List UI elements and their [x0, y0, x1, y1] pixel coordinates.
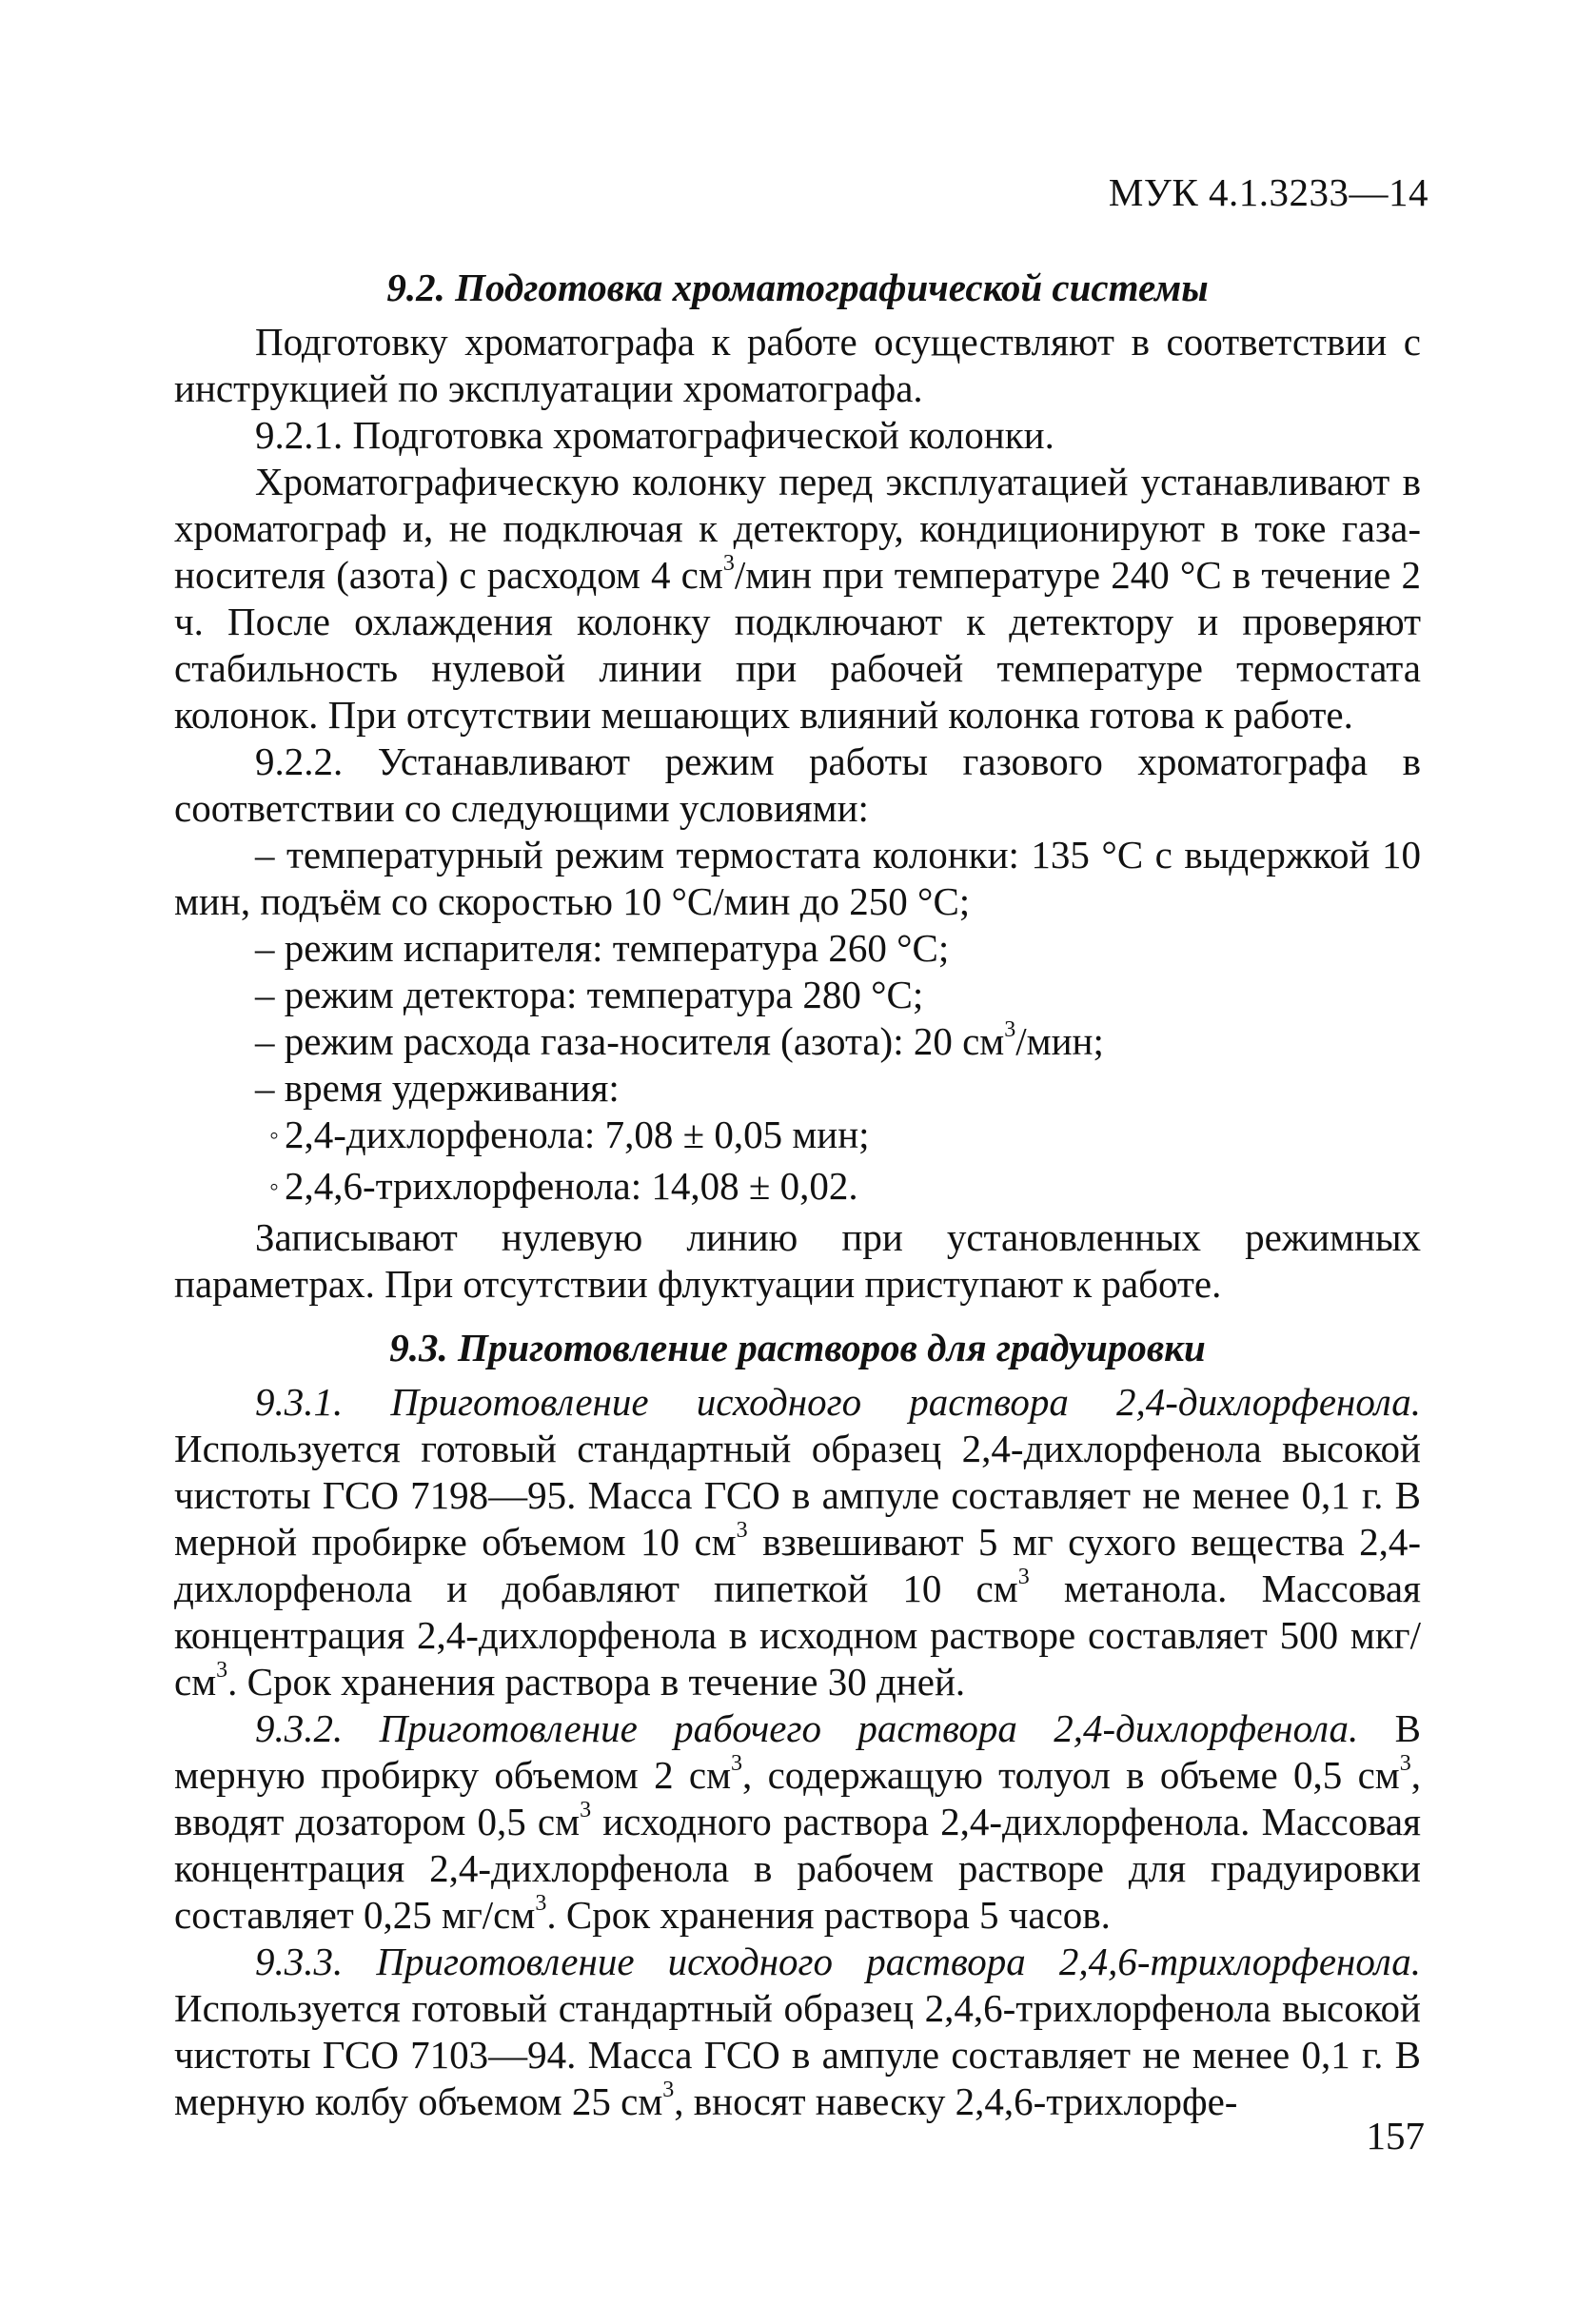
text-run: – режим расхода газа-носителя (азота): 20 см: [255, 1019, 1005, 1063]
retention-time-item: ◦ 2,4,6-трихлорфенола: 14,08 ± 0,02.: [174, 1163, 1421, 1214]
page-number: 157: [1366, 2114, 1425, 2157]
subsection-label: 9.3.3. Приготовление исходного раствора 2,4,6-трихлорфенола.: [255, 1940, 1421, 1983]
text-run: , вводят дозатором 0,5 см: [174, 1753, 1421, 1843]
text-run: исходного раствора 2,4-дихлорфенола. Массовая концентрация 2,4-дихлорфенола в рабочем растворе для градуировки составляет 0,25 мг/см: [174, 1800, 1421, 1937]
condition-item: – время удерживания:: [255, 1066, 620, 1110]
text-run: Хроматографическую колонку перед эксплуатацией устанавливают в хроматограф и, не подключая к детектору, кондиционируют в токе газа-носителя (азота) с расходом 4 см: [174, 460, 1421, 597]
paragraph: 9.2.2. Устанавливают режим работы газового хроматографа в соответствии со следующими условиями:: [174, 739, 1421, 830]
page-content: [174, 257, 1421, 2125]
document-code-header: МУК 4.1.3233—14: [1108, 170, 1429, 214]
superscript: 3: [662, 2078, 675, 2103]
paragraph: [174, 1939, 1421, 2125]
retention-time-item: ◦ 2,4-дихлорфенола: 7,08 ± 0,05 мин;: [174, 1112, 1421, 1163]
superscript: 3: [580, 1798, 592, 1823]
condition-item: – температурный режим термостата колонки: 135 °С с выдержкой 10 мин, подъём со скоростью 10 °С/мин до 250 °С;: [174, 833, 1421, 923]
section-title-9-2: 9.2. Подготовка хроматографической системы: [386, 266, 1209, 309]
text-run: взвешивают 5 мг сухого вещества 2,4-дихлорфенола и добавляют пипеткой 10 см: [174, 1520, 1422, 1610]
condition-item: – режим детектора: температура 280 °С;: [255, 973, 924, 1016]
text-run: . Срок хранения раствора 5 часов.: [546, 1893, 1111, 1937]
subsection-label: 9.3.1. Приготовление исходного раствора 2,4-дихлорфенола.: [255, 1380, 1421, 1424]
text-run: /мин;: [1015, 1019, 1104, 1063]
text-run: /мин при температуре 240 °С в течение 2 ч. После охлаждения колонку подключают к детектору и проверяют стабильность нулевой линии при рабочей температуре термостата колонок. При отсутствии мешающих влияний колонка готова к работе.: [174, 553, 1421, 737]
superscript: 3: [216, 1658, 228, 1684]
superscript: 3: [722, 551, 735, 577]
superscript: 3: [1004, 1017, 1016, 1043]
text-run: В мерную пробирку объемом 2 см: [174, 1706, 1421, 1797]
subsection-label: 9.3.2. Приготовление рабочего раствора 2,4-дихлорфенола.: [255, 1706, 1359, 1750]
text-run: . Срок хранения раствора в течение 30 дней.: [227, 1660, 966, 1704]
superscript: 3: [1399, 1751, 1411, 1777]
superscript: 3: [1017, 1565, 1030, 1590]
condition-item: [174, 1018, 1421, 1065]
text-run: Используется готовый стандартный образец 2,4-дихлорфенола высокой чистоты ГСО 7198—95. Масса ГСО в ампуле составляет не менее 0,1 г. В мерной пробирке объемом 10 см: [174, 1427, 1421, 1564]
paragraph: [174, 1379, 1421, 1705]
superscript: 3: [736, 1518, 748, 1544]
superscript: 3: [535, 1891, 547, 1917]
paragraph: Подготовку хроматографа к работе осуществляют в соответствии с инструкцией по эксплуатации хроматографа.: [174, 320, 1421, 410]
section-title-9-3: 9.3. Приготовление растворов для градуировки: [389, 1326, 1206, 1369]
paragraph: [174, 459, 1421, 739]
text-run: , содержащую толуол в объеме 0,5 см: [742, 1753, 1400, 1797]
text-run: , вносят навеску 2,4,6-трихлорфе-: [674, 2079, 1238, 2123]
subsection-heading-9-2-1: 9.2.1. Подготовка хроматографической колонки.: [255, 413, 1054, 457]
text-run: метанола. Массовая концентрация 2,4-дихлорфенола в исходном растворе составляет 500 мкг/см: [174, 1566, 1421, 1704]
text-run: Используется готовый стандартный образец 2,4,6-трихлорфенола высокой чистоты ГСО 7103—94. Масса ГСО в ампуле составляет не менее 0,1 г. В мерную колбу объемом 25 см: [174, 1986, 1421, 2123]
condition-item: – режим испарителя: температура 260 °С;: [255, 926, 950, 970]
superscript: 3: [731, 1751, 743, 1777]
paragraph: [174, 1705, 1421, 1939]
paragraph: Записывают нулевую линию при установленных режимных параметрах. При отсутствии флуктуации приступают к работе.: [174, 1215, 1421, 1306]
